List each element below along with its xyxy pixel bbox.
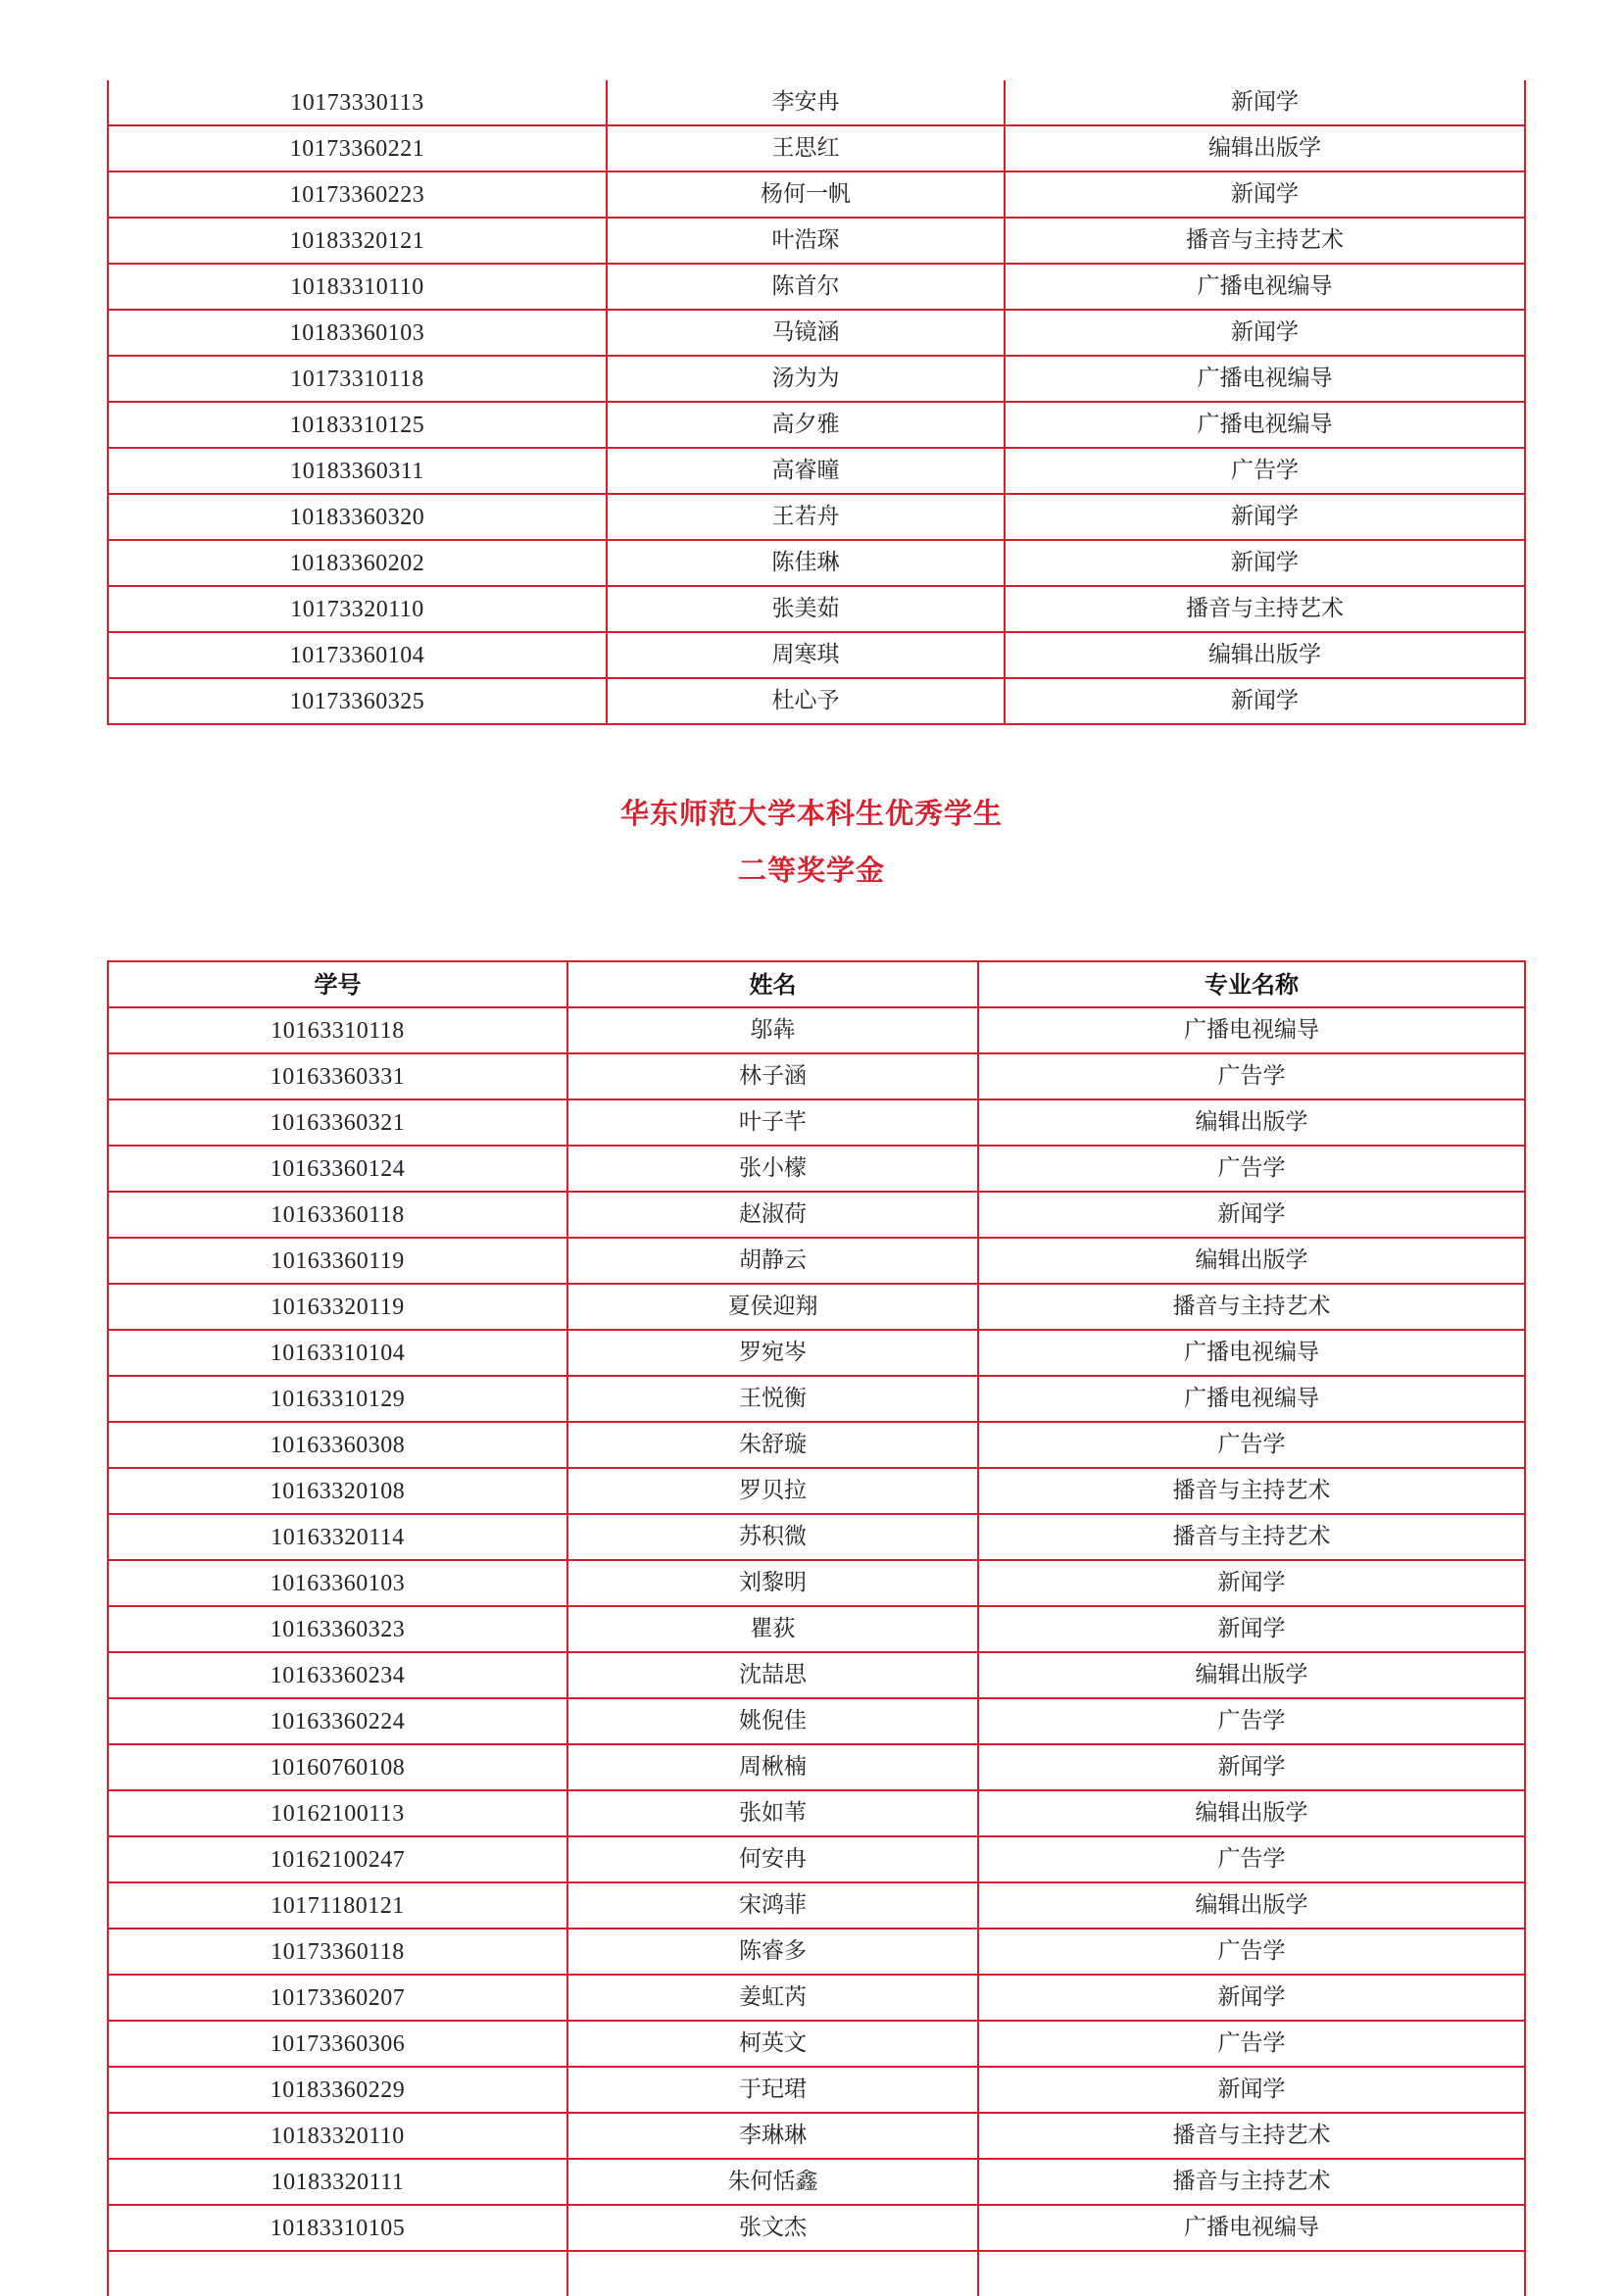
table-row — [108, 171, 1525, 218]
major-cell: 广告学 — [978, 1422, 1525, 1468]
table-row — [108, 1330, 1525, 1376]
table-row — [108, 2113, 1525, 2159]
student-name-cell: 陈睿多 — [567, 1929, 978, 1975]
student-name-cell: 邬犇 — [567, 1007, 978, 1053]
student-name-cell: 刘黎明 — [567, 1560, 978, 1606]
major-cell: 广告学 — [1005, 448, 1525, 494]
major-cell: 新闻学 — [978, 1192, 1525, 1238]
table-row — [108, 2067, 1525, 2113]
major-cell: 播音与主持艺术 — [1005, 586, 1525, 632]
student-name-cell: 李琳琳 — [567, 2113, 978, 2159]
table-row — [108, 1929, 1525, 1975]
table-row — [108, 1836, 1525, 1882]
student-id-cell: 10162100113 — [108, 1790, 567, 1836]
student-name-cell: 叶子芊 — [567, 1099, 978, 1146]
student-id-cell: 10173310118 — [108, 356, 607, 402]
table-row — [108, 1099, 1525, 1146]
student-id-cell: 10163320108 — [108, 1468, 567, 1514]
student-name-cell: 周寒琪 — [607, 632, 1005, 678]
major-cell: 编辑出版学 — [978, 1652, 1525, 1698]
table-row — [108, 1882, 1525, 1929]
student-name-cell: 于玘珺 — [567, 2067, 978, 2113]
header-major: 专业名称 — [978, 961, 1525, 1007]
table-row — [108, 310, 1525, 356]
student-id-cell: 10163310118 — [108, 1007, 567, 1053]
table-row — [108, 402, 1525, 448]
table-row — [108, 1698, 1525, 1744]
student-id-cell: 10183320110 — [108, 2113, 567, 2159]
student-name-cell: 汤为为 — [607, 356, 1005, 402]
major-cell: 广告学 — [978, 2021, 1525, 2067]
major-cell: 新闻学 — [1005, 678, 1525, 724]
student-name-cell: 朱舒璇 — [567, 1422, 978, 1468]
table-row — [108, 1007, 1525, 1053]
table-row — [108, 1652, 1525, 1698]
student-id-cell: 10163310104 — [108, 1330, 567, 1376]
student-name-cell: 沈喆思 — [567, 1652, 978, 1698]
student-name-cell: 宋鸿菲 — [567, 1882, 978, 1929]
table-row — [108, 1422, 1525, 1468]
student-name-cell: 王若舟 — [607, 494, 1005, 540]
student-id-cell: 10163360224 — [108, 1698, 567, 1744]
student-name-cell: 瞿荻 — [567, 1606, 978, 1652]
student-name-cell: 杨何一帆 — [607, 171, 1005, 218]
top-table-body — [108, 80, 1525, 724]
student-name-cell: 夏侯迎翔 — [567, 1284, 978, 1330]
major-cell: 播音与主持艺术 — [978, 2159, 1525, 2205]
student-name-cell: 赵淑荷 — [567, 1192, 978, 1238]
table-header-row — [108, 961, 1525, 1007]
major-cell: 播音与主持艺术 — [978, 1284, 1525, 1330]
student-id-cell: 10163360103 — [108, 1560, 567, 1606]
major-cell: 广播电视编导 — [978, 1330, 1525, 1376]
major-cell: 广播电视编导 — [978, 2205, 1525, 2251]
major-cell: 新闻学 — [978, 1975, 1525, 2021]
major-cell: 广告学 — [978, 1929, 1525, 1975]
student-name-cell: 叶浩琛 — [607, 218, 1005, 264]
student-id-cell: 10163360321 — [108, 1099, 567, 1146]
student-id-cell: 10173360104 — [108, 632, 607, 678]
table-row — [108, 218, 1525, 264]
table-row — [108, 1376, 1525, 1422]
student-name-cell: 陈首尔 — [607, 264, 1005, 310]
major-cell: 新闻学 — [1005, 80, 1525, 125]
student-id-cell — [108, 2251, 567, 2296]
major-cell: 编辑出版学 — [1005, 125, 1525, 171]
header-student-id: 学号 — [108, 961, 567, 1007]
student-name-cell: 杜心予 — [607, 678, 1005, 724]
student-id-cell: 10171180121 — [108, 1882, 567, 1929]
major-cell: 编辑出版学 — [1005, 632, 1525, 678]
major-cell: 广告学 — [978, 1053, 1525, 1099]
major-cell: 编辑出版学 — [978, 1238, 1525, 1284]
table-row — [108, 264, 1525, 310]
student-id-cell: 10173320110 — [108, 586, 607, 632]
student-name-cell: 王思红 — [607, 125, 1005, 171]
student-id-cell: 10183320111 — [108, 2159, 567, 2205]
student-name-cell: 朱何恬鑫 — [567, 2159, 978, 2205]
student-id-cell: 10173360306 — [108, 2021, 567, 2067]
major-cell: 新闻学 — [978, 1560, 1525, 1606]
student-name-cell: 胡静云 — [567, 1238, 978, 1284]
major-cell: 广告学 — [978, 1698, 1525, 1744]
major-cell: 播音与主持艺术 — [978, 2113, 1525, 2159]
major-cell: 新闻学 — [978, 2067, 1525, 2113]
major-cell: 广播电视编导 — [978, 1376, 1525, 1422]
table-row — [108, 1606, 1525, 1652]
student-id-cell: 10183360103 — [108, 310, 607, 356]
student-name-cell: 王悦衡 — [567, 1376, 978, 1422]
student-name-cell: 姚倪佳 — [567, 1698, 978, 1744]
student-name-cell: 李安冉 — [607, 80, 1005, 125]
student-name-cell: 张小檬 — [567, 1146, 978, 1192]
major-cell: 编辑出版学 — [978, 1882, 1525, 1929]
student-id-cell: 10173360325 — [108, 678, 607, 724]
table-row — [108, 632, 1525, 678]
table-row — [108, 1514, 1525, 1560]
student-id-cell: 10173360118 — [108, 1929, 567, 1975]
student-id-cell: 10163360118 — [108, 1192, 567, 1238]
student-name-cell: 林子涵 — [567, 1053, 978, 1099]
table-row — [108, 1284, 1525, 1330]
major-cell: 播音与主持艺术 — [978, 1468, 1525, 1514]
major-cell: 新闻学 — [1005, 540, 1525, 586]
student-name-cell: 柯英文 — [567, 2021, 978, 2067]
major-cell: 新闻学 — [1005, 494, 1525, 540]
student-name-cell: 马镜涵 — [607, 310, 1005, 356]
table-row — [108, 1975, 1525, 2021]
table-row — [108, 494, 1525, 540]
major-cell: 播音与主持艺术 — [1005, 218, 1525, 264]
table-row — [108, 2251, 1525, 2296]
table-row — [108, 1744, 1525, 1790]
student-id-cell: 10163320119 — [108, 1284, 567, 1330]
student-name-cell: 罗贝拉 — [567, 1468, 978, 1514]
table-row — [108, 1560, 1525, 1606]
section-title-line1: 华东师范大学本科生优秀学生 — [619, 797, 1003, 830]
major-cell: 广播电视编导 — [1005, 264, 1525, 310]
student-id-cell: 10163360323 — [108, 1606, 567, 1652]
student-name-cell: 何安冉 — [567, 1836, 978, 1882]
table-row — [108, 356, 1525, 402]
student-id-cell: 10163310129 — [108, 1376, 567, 1422]
table-row — [108, 1053, 1525, 1099]
bottom-table-body — [108, 1007, 1525, 2296]
student-name-cell: 姜虹芮 — [567, 1975, 978, 2021]
table-row — [108, 1192, 1525, 1238]
student-name-cell: 周楸楠 — [567, 1744, 978, 1790]
student-id-cell: 10183320121 — [108, 218, 607, 264]
student-name-cell: 陈佳琳 — [607, 540, 1005, 586]
student-name-cell — [567, 2251, 978, 2296]
student-id-cell: 10183310105 — [108, 2205, 567, 2251]
table-row — [108, 80, 1525, 125]
table-row — [108, 448, 1525, 494]
major-cell: 播音与主持艺术 — [978, 1514, 1525, 1560]
major-cell: 广播电视编导 — [978, 1007, 1525, 1053]
student-name-cell: 罗宛岑 — [567, 1330, 978, 1376]
major-cell: 新闻学 — [1005, 171, 1525, 218]
student-id-cell: 10173360223 — [108, 171, 607, 218]
student-id-cell: 10163360234 — [108, 1652, 567, 1698]
major-cell: 编辑出版学 — [978, 1099, 1525, 1146]
table-row — [108, 678, 1525, 724]
student-id-cell: 10183310110 — [108, 264, 607, 310]
student-name-cell: 苏积微 — [567, 1514, 978, 1560]
student-id-cell: 10163360124 — [108, 1146, 567, 1192]
section-title-line2: 二等奖学金 — [737, 854, 885, 887]
table-row — [108, 2205, 1525, 2251]
student-id-cell: 10163360119 — [108, 1238, 567, 1284]
table-row — [108, 125, 1525, 171]
student-name-cell: 张如苇 — [567, 1790, 978, 1836]
table-row — [108, 1238, 1525, 1284]
student-id-cell: 10183360320 — [108, 494, 607, 540]
student-id-cell: 10173360221 — [108, 125, 607, 171]
student-id-cell: 10173360207 — [108, 1975, 567, 2021]
student-id-cell: 10183360202 — [108, 540, 607, 586]
student-name-cell: 高睿曈 — [607, 448, 1005, 494]
major-cell — [978, 2251, 1525, 2296]
major-cell: 编辑出版学 — [978, 1790, 1525, 1836]
major-cell: 广播电视编导 — [1005, 402, 1525, 448]
major-cell: 广告学 — [978, 1836, 1525, 1882]
student-id-cell: 10183360229 — [108, 2067, 567, 2113]
student-id-cell: 10173330113 — [108, 80, 607, 125]
table-row — [108, 2159, 1525, 2205]
major-cell: 广播电视编导 — [1005, 356, 1525, 402]
table-row — [108, 540, 1525, 586]
major-cell: 新闻学 — [978, 1744, 1525, 1790]
second-class-scholarship-table — [107, 960, 1526, 2296]
student-id-cell: 10162100247 — [108, 1836, 567, 1882]
student-id-cell: 10160760108 — [108, 1744, 567, 1790]
table-row — [108, 1146, 1525, 1192]
major-cell: 广告学 — [978, 1146, 1525, 1192]
student-id-cell: 10183310125 — [108, 402, 607, 448]
table-row — [108, 1790, 1525, 1836]
student-name-cell: 高夕雅 — [607, 402, 1005, 448]
major-cell: 新闻学 — [1005, 310, 1525, 356]
major-cell: 新闻学 — [978, 1606, 1525, 1652]
student-id-cell: 10183360311 — [108, 448, 607, 494]
student-id-cell: 10163360308 — [108, 1422, 567, 1468]
top-scholarship-table — [107, 80, 1526, 725]
table-row — [108, 586, 1525, 632]
table-row — [108, 1468, 1525, 1514]
table-row — [108, 2021, 1525, 2067]
student-id-cell: 10163360331 — [108, 1053, 567, 1099]
student-name-cell: 张文杰 — [567, 2205, 978, 2251]
student-name-cell: 张美茹 — [607, 586, 1005, 632]
header-name: 姓名 — [567, 961, 978, 1007]
student-id-cell: 10163320114 — [108, 1514, 567, 1560]
